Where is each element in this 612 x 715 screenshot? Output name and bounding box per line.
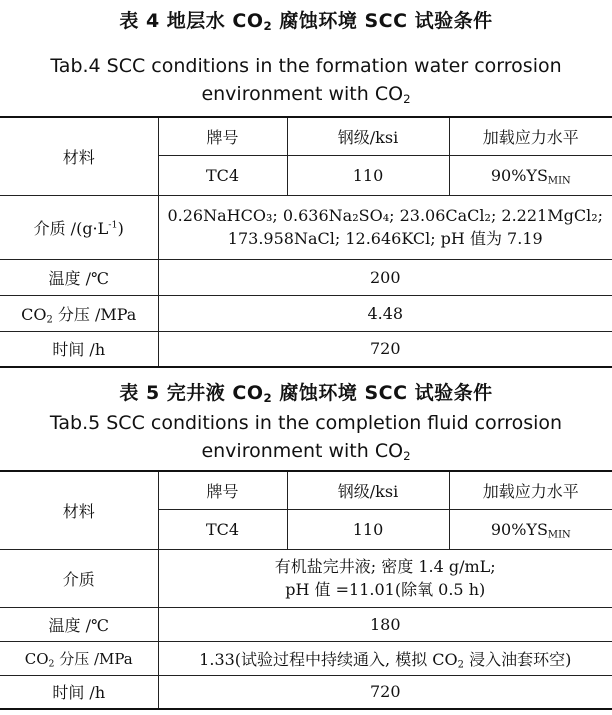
table5-title-en: [0, 409, 612, 465]
pressure-label-text: CO: [24, 649, 49, 668]
table5-title-en-line2-text: environment with CO: [201, 440, 404, 462]
table4: [0, 116, 612, 368]
table4-title-en: [0, 52, 612, 108]
temperature-label: 温度 /℃: [0, 607, 158, 641]
table5: [0, 470, 612, 710]
table4-title-cn: [0, 6, 612, 33]
pressure-label-text-post: 分压 /MPa: [52, 304, 137, 324]
table-row: [0, 331, 612, 367]
material-label: 材料: [0, 471, 158, 549]
steel-grade-value: 110: [287, 509, 449, 549]
pressure-label: [0, 641, 158, 675]
medium-value: [158, 195, 612, 259]
stress-level-sub: MIN: [547, 528, 571, 540]
col-header-steel-grade: 钢级/ksi: [287, 471, 449, 509]
table4-title-en-line2-sub: 2: [403, 91, 411, 106]
grade-value: TC4: [158, 509, 287, 549]
col-header-grade: 牌号: [158, 471, 287, 509]
medium-label: 介质: [0, 549, 158, 607]
pressure-value-text-post: 浸入油套环空): [463, 649, 572, 669]
table5-title-en-line2-sub: 2: [403, 448, 411, 463]
pressure-label-sub: 2: [48, 657, 55, 669]
pressure-label-text-post: 分压 /MPa: [54, 649, 133, 668]
table4-title-cn-text-post: 腐蚀环境 SCC 试验条件: [272, 10, 493, 32]
table-row: [0, 259, 612, 295]
medium-label-text-post: ): [117, 218, 124, 238]
pressure-label-sub: 2: [46, 313, 53, 325]
time-value: 720: [158, 675, 612, 709]
pressure-value: 4.48: [158, 295, 612, 331]
medium-label: [0, 195, 158, 259]
col-header-stress-level: 加载应力水平: [449, 471, 612, 509]
grade-value: TC4: [158, 155, 287, 195]
medium-label-text: 介质 /(g·L: [33, 218, 109, 238]
table5-title-en-line1: Tab.5 SCC conditions in the completion fluid corrosion: [49, 412, 563, 434]
table-row: [0, 641, 612, 675]
col-header-stress-level: 加载应力水平: [449, 117, 612, 155]
table4-title-en-line2-text: environment with CO: [201, 83, 404, 105]
stress-level-text: 90%YS: [490, 519, 548, 539]
table4-title-en-line2: [0, 80, 612, 108]
table-row: [0, 117, 612, 155]
stress-level-value: [449, 155, 612, 195]
stress-level-text: 90%YS: [490, 165, 548, 185]
medium-value-line2: pH 值 =11.01(除氧 0.5 h): [285, 580, 486, 599]
medium-value-line2: 173.958NaCl; 12.646KCl; pH 值为 7.19: [227, 229, 543, 248]
table5-title-cn: [0, 378, 612, 405]
table5-title-cn-text-post: 腐蚀环境 SCC 试验条件: [272, 382, 493, 404]
pressure-value-sub: 2: [457, 658, 464, 670]
material-label: 材料: [0, 117, 158, 195]
stress-level-value: [449, 509, 612, 549]
pressure-value: [158, 641, 612, 675]
time-label: 时间 /h: [0, 675, 158, 709]
table-row: [0, 471, 612, 509]
table-row: [0, 607, 612, 641]
medium-label-sup: -1: [108, 219, 118, 231]
time-label: 时间 /h: [0, 331, 158, 367]
temperature-value: 200: [158, 259, 612, 295]
col-header-grade: 牌号: [158, 117, 287, 155]
table-row: [0, 549, 612, 607]
table-row: [0, 195, 612, 259]
table-row: [0, 295, 612, 331]
medium-value: [158, 549, 612, 607]
table5-title-cn-text: 表 5 完井液 CO: [119, 382, 264, 404]
pressure-label-text: CO: [21, 304, 47, 324]
table-row: [0, 675, 612, 709]
stress-level-sub: MIN: [547, 174, 571, 186]
col-header-steel-grade: 钢级/ksi: [287, 117, 449, 155]
medium-value-line1: 0.26NaHCO₃; 0.636Na₂SO₄; 23.06CaCl₂; 2.221MgCl₂;: [167, 206, 604, 225]
steel-grade-value: 110: [287, 155, 449, 195]
table5-title-cn-sub: 2: [263, 390, 273, 405]
time-value: 720: [158, 331, 612, 367]
table4-title-cn-sub: 2: [263, 18, 273, 33]
pressure-value-text: 1.33(试验过程中持续通入, 模拟 CO: [199, 649, 458, 669]
table4-title-cn-text: 表 4 地层水 CO: [119, 10, 264, 32]
medium-value-line1: 有机盐完井液; 密度 1.4 g/mL;: [274, 557, 496, 576]
pressure-label: [0, 295, 158, 331]
temperature-value: 180: [158, 607, 612, 641]
table4-title-en-line1: Tab.4 SCC conditions in the formation water corrosion: [50, 55, 562, 77]
temperature-label: 温度 /℃: [0, 259, 158, 295]
table5-title-en-line2: [0, 437, 612, 465]
